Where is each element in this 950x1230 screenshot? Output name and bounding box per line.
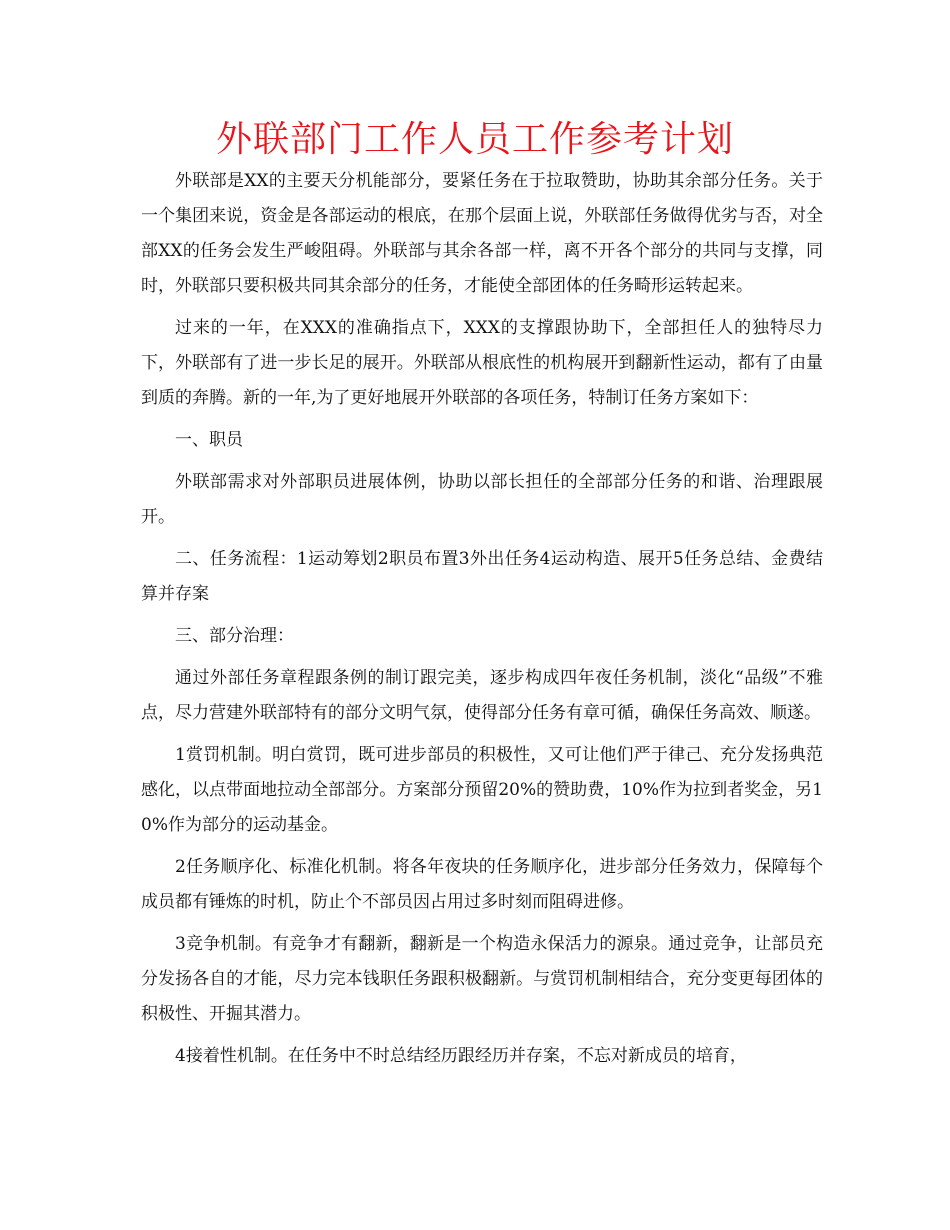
paragraph: 2任务顺序化、标准化机制。将各年夜块的任务顺序化，进步部分任务效力，保障每个成员都有锤炼的时机，防止个不部员因占用过多时刻而阻碍进修。 [141, 857, 823, 912]
section-heading: 三、部分治理： [175, 626, 294, 646]
paragraph: 4接着性机制。在任务中不时总结经历跟经历并存案，不忘对新成员的培育， [175, 1046, 747, 1066]
paragraph: 二、任务流程：1运动筹划2职员布置3外出任务4运动构造、展开5任务总结、金费结算并存案 [141, 549, 823, 604]
document-body [141, 164, 823, 1081]
paragraph: 通过外部任务章程跟条例的制订跟完美，逐步构成四年夜任务机制，淡化“品级”不雅点，尽力营建外联部特有的部分文明气氛，使得部分任务有章可循，确保任务高效、顺遂。 [141, 668, 823, 723]
section-heading: 一、职员 [175, 430, 243, 450]
paragraph: 1赏罚机制。明白赏罚，既可进步部员的积极性，又可让他们严于律己、充分发扬典范感化，以点带面地拉动全部部分。方案部分预留20%的赞助费，10%作为拉到者奖金，另10%作为部分的运动基金。 [141, 745, 823, 835]
paragraph: 外联部需求对外部职员进展体例，协助以部长担任的全部部分任务的和谐、治理跟展开。 [141, 472, 823, 527]
paragraph: 3竞争机制。有竞争才有翻新，翻新是一个构造永保活力的源泉。通过竞争，让部员充分发扬各自的才能，尽力完本钱职任务跟积极翻新。与赏罚机制相结合，充分变更每团体的积极性、开掘其潜力。 [141, 934, 823, 1024]
paragraph: 过来的一年，在XXX的准确指点下，XXX的支撑跟协助下，全部担任人的独特尽力下，外联部有了进一步长足的展开。外联部从根底性的机构展开到翻新性运动，都有了由量到质的奔腾。新的一年,为了更好地展开外联部的各项任务，特制订任务方案如下： [141, 318, 823, 408]
document-title: 外联部门工作人员工作参考计划 [215, 119, 734, 160]
paragraph: 外联部是XX的主要天分机能部分，要紧任务在于拉取赞助，协助其余部分任务。关于一个集团来说，资金是各部运动的根底，在那个层面上说，外联部任务做得优劣与否，对全部XX的任务会发生严峻阻碍。外联部与其余各部一样，离不开各个部分的共同与支撑，同时，外联部只要积极共同其余部分的任务，才能使全部团体的任务畸形运转起来。 [141, 171, 823, 296]
